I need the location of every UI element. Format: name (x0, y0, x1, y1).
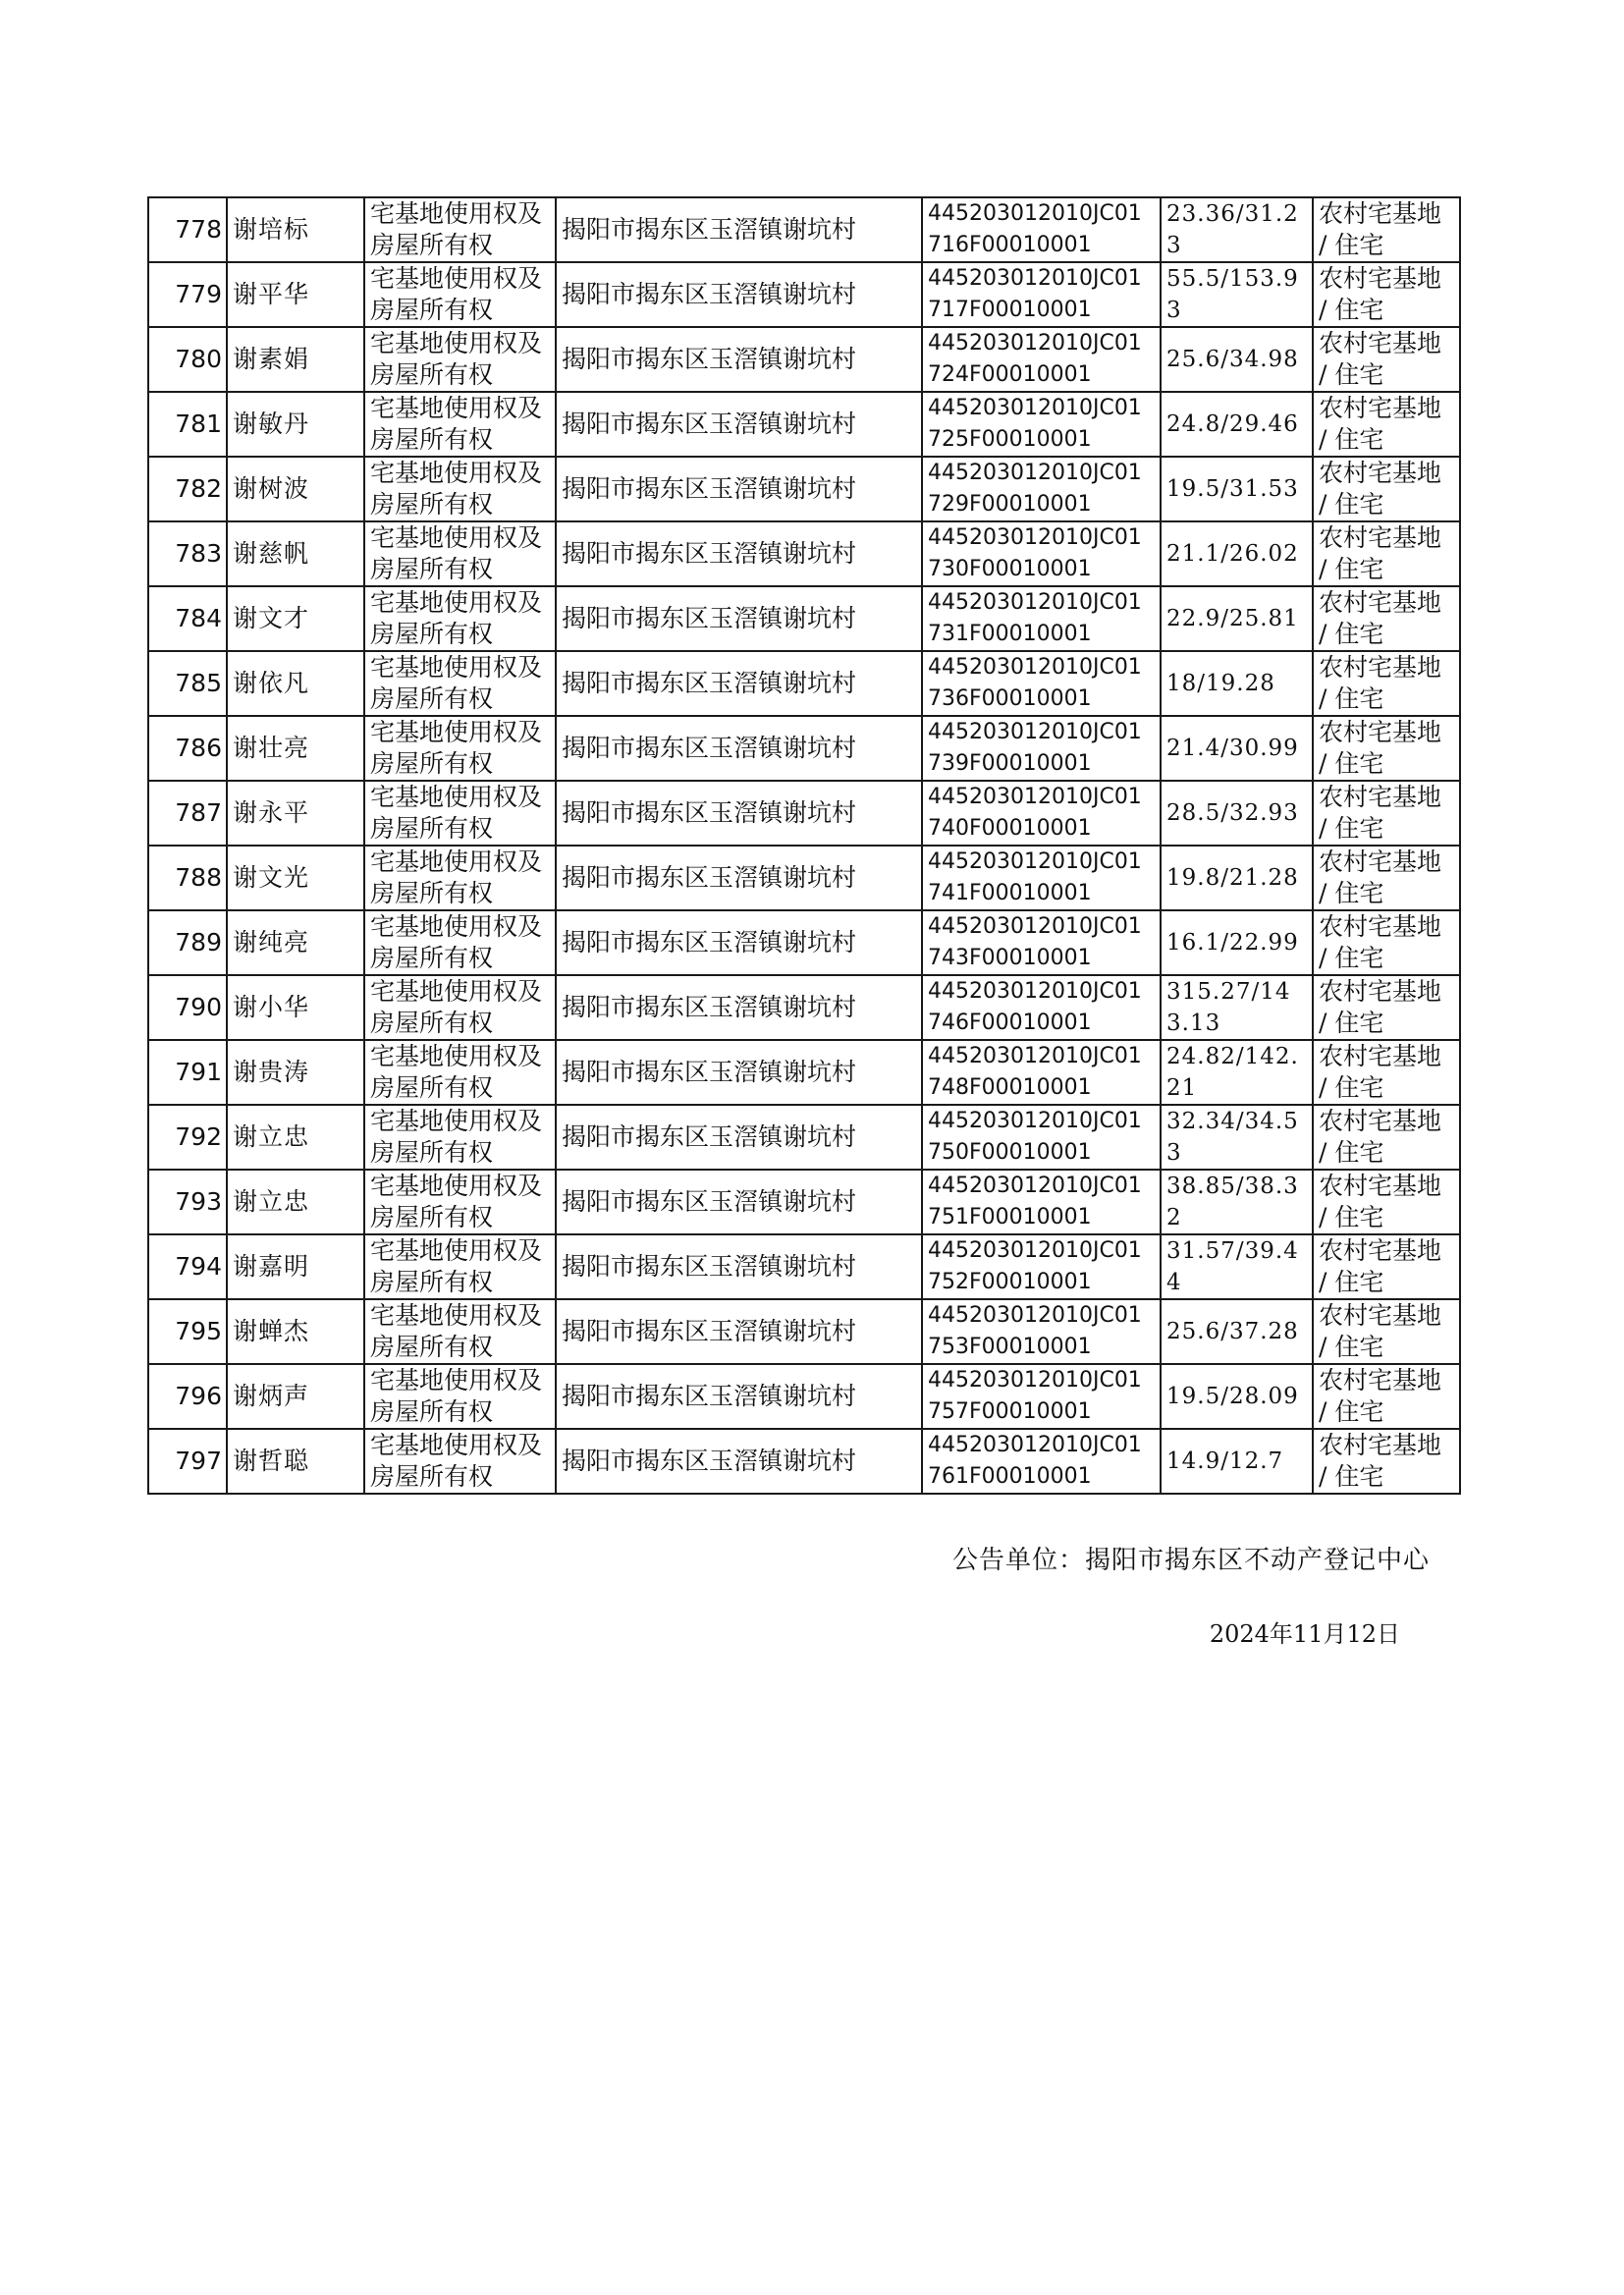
announcing-unit: 公告单位：揭阳市揭东区不动产登记中心 (951, 1546, 1430, 1575)
row-number: 794 (148, 1234, 227, 1299)
row-number: 782 (148, 457, 227, 521)
area-value: 32.34/34.53 (1161, 1105, 1313, 1170)
row-number: 784 (148, 586, 227, 651)
registration-table (147, 196, 1461, 1495)
row-number: 788 (148, 846, 227, 910)
owner-name: 谢永平 (227, 781, 364, 846)
table-row (148, 846, 1460, 910)
table-row (148, 1364, 1460, 1429)
usage-type: 农村宅基地 / 住宅 (1313, 781, 1460, 846)
area-value: 28.5/32.93 (1161, 781, 1313, 846)
right-type: 宅基地使用权及房屋所有权 (364, 521, 556, 586)
owner-name: 谢纯亮 (227, 910, 364, 975)
property-location: 揭阳市揭东区玉滘镇谢坑村 (556, 910, 922, 975)
right-type: 宅基地使用权及房屋所有权 (364, 716, 556, 781)
property-location: 揭阳市揭东区玉滘镇谢坑村 (556, 262, 922, 327)
row-number: 789 (148, 910, 227, 975)
table-row (148, 521, 1460, 586)
unit-code: 445203012010JC01761F00010001 (922, 1429, 1161, 1494)
property-location: 揭阳市揭东区玉滘镇谢坑村 (556, 1234, 922, 1299)
right-type: 宅基地使用权及房屋所有权 (364, 1364, 556, 1429)
table-row (148, 1105, 1460, 1170)
right-type: 宅基地使用权及房屋所有权 (364, 327, 556, 392)
usage-type: 农村宅基地 / 住宅 (1313, 1040, 1460, 1105)
unit-code: 445203012010JC01740F00010001 (922, 781, 1161, 846)
area-value: 22.9/25.81 (1161, 586, 1313, 651)
right-type: 宅基地使用权及房屋所有权 (364, 1299, 556, 1364)
owner-name: 谢蝉杰 (227, 1299, 364, 1364)
table-body (148, 197, 1460, 1494)
area-value: 25.6/37.28 (1161, 1299, 1313, 1364)
table-row (148, 1429, 1460, 1494)
row-number: 792 (148, 1105, 227, 1170)
table-row (148, 716, 1460, 781)
area-value: 23.36/31.23 (1161, 197, 1313, 262)
right-type: 宅基地使用权及房屋所有权 (364, 1105, 556, 1170)
right-type: 宅基地使用权及房屋所有权 (364, 1040, 556, 1105)
area-value: 21.1/26.02 (1161, 521, 1313, 586)
unit-code: 445203012010JC01717F00010001 (922, 262, 1161, 327)
unit-code: 445203012010JC01724F00010001 (922, 327, 1161, 392)
table-row (148, 651, 1460, 716)
right-type: 宅基地使用权及房屋所有权 (364, 262, 556, 327)
unit-code: 445203012010JC01743F00010001 (922, 910, 1161, 975)
owner-name: 谢平华 (227, 262, 364, 327)
right-type: 宅基地使用权及房屋所有权 (364, 392, 556, 457)
unit-code: 445203012010JC01725F00010001 (922, 392, 1161, 457)
area-value: 21.4/30.99 (1161, 716, 1313, 781)
property-location: 揭阳市揭东区玉滘镇谢坑村 (556, 716, 922, 781)
usage-type: 农村宅基地 / 住宅 (1313, 846, 1460, 910)
property-location: 揭阳市揭东区玉滘镇谢坑村 (556, 1105, 922, 1170)
owner-name: 谢壮亮 (227, 716, 364, 781)
right-type: 宅基地使用权及房屋所有权 (364, 586, 556, 651)
area-value: 18/19.28 (1161, 651, 1313, 716)
table-row (148, 781, 1460, 846)
usage-type: 农村宅基地 / 住宅 (1313, 1299, 1460, 1364)
usage-type: 农村宅基地 / 住宅 (1313, 262, 1460, 327)
area-value: 315.27/143.13 (1161, 975, 1313, 1040)
unit-code: 445203012010JC01748F00010001 (922, 1040, 1161, 1105)
area-value: 24.82/142.21 (1161, 1040, 1313, 1105)
owner-name: 谢慈帆 (227, 521, 364, 586)
table-row (148, 197, 1460, 262)
table-row (148, 975, 1460, 1040)
property-location: 揭阳市揭东区玉滘镇谢坑村 (556, 392, 922, 457)
property-location: 揭阳市揭东区玉滘镇谢坑村 (556, 1170, 922, 1234)
usage-type: 农村宅基地 / 住宅 (1313, 1170, 1460, 1234)
right-type: 宅基地使用权及房屋所有权 (364, 1234, 556, 1299)
property-location: 揭阳市揭东区玉滘镇谢坑村 (556, 327, 922, 392)
row-number: 781 (148, 392, 227, 457)
row-number: 791 (148, 1040, 227, 1105)
table-row (148, 1040, 1460, 1105)
usage-type: 农村宅基地 / 住宅 (1313, 716, 1460, 781)
property-location: 揭阳市揭东区玉滘镇谢坑村 (556, 781, 922, 846)
area-value: 38.85/38.32 (1161, 1170, 1313, 1234)
right-type: 宅基地使用权及房屋所有权 (364, 1429, 556, 1494)
usage-type: 农村宅基地 / 住宅 (1313, 1429, 1460, 1494)
area-value: 16.1/22.99 (1161, 910, 1313, 975)
owner-name: 谢炳声 (227, 1364, 364, 1429)
unit-code: 445203012010JC01716F00010001 (922, 197, 1161, 262)
property-location: 揭阳市揭东区玉滘镇谢坑村 (556, 846, 922, 910)
owner-name: 谢立忠 (227, 1170, 364, 1234)
row-number: 795 (148, 1299, 227, 1364)
table-row (148, 1234, 1460, 1299)
table-row (148, 910, 1460, 975)
row-number: 786 (148, 716, 227, 781)
table-row (148, 262, 1460, 327)
owner-name: 谢小华 (227, 975, 364, 1040)
row-number: 796 (148, 1364, 227, 1429)
unit-code: 445203012010JC01741F00010001 (922, 846, 1161, 910)
usage-type: 农村宅基地 / 住宅 (1313, 651, 1460, 716)
unit-code: 445203012010JC01746F00010001 (922, 975, 1161, 1040)
property-location: 揭阳市揭东区玉滘镇谢坑村 (556, 1364, 922, 1429)
area-value: 55.5/153.93 (1161, 262, 1313, 327)
unit-code: 445203012010JC01750F00010001 (922, 1105, 1161, 1170)
usage-type: 农村宅基地 / 住宅 (1313, 457, 1460, 521)
usage-type: 农村宅基地 / 住宅 (1313, 975, 1460, 1040)
owner-name: 谢培标 (227, 197, 364, 262)
row-number: 790 (148, 975, 227, 1040)
row-number: 783 (148, 521, 227, 586)
unit-code: 445203012010JC01739F00010001 (922, 716, 1161, 781)
usage-type: 农村宅基地 / 住宅 (1313, 1234, 1460, 1299)
area-value: 19.5/31.53 (1161, 457, 1313, 521)
owner-name: 谢文光 (227, 846, 364, 910)
area-value: 14.9/12.7 (1161, 1429, 1313, 1494)
unit-code: 445203012010JC01729F00010001 (922, 457, 1161, 521)
area-value: 25.6/34.98 (1161, 327, 1313, 392)
table-row (148, 1299, 1460, 1364)
owner-name: 谢文才 (227, 586, 364, 651)
owner-name: 谢立忠 (227, 1105, 364, 1170)
right-type: 宅基地使用权及房屋所有权 (364, 457, 556, 521)
unit-code: 445203012010JC01736F00010001 (922, 651, 1161, 716)
row-number: 780 (148, 327, 227, 392)
usage-type: 农村宅基地 / 住宅 (1313, 586, 1460, 651)
area-value: 24.8/29.46 (1161, 392, 1313, 457)
usage-type: 农村宅基地 / 住宅 (1313, 327, 1460, 392)
property-location: 揭阳市揭东区玉滘镇谢坑村 (556, 1429, 922, 1494)
usage-type: 农村宅基地 / 住宅 (1313, 910, 1460, 975)
owner-name: 谢嘉明 (227, 1234, 364, 1299)
unit-code: 445203012010JC01757F00010001 (922, 1364, 1161, 1429)
property-location: 揭阳市揭东区玉滘镇谢坑村 (556, 457, 922, 521)
right-type: 宅基地使用权及房屋所有权 (364, 781, 556, 846)
property-location: 揭阳市揭东区玉滘镇谢坑村 (556, 651, 922, 716)
area-value: 31.57/39.44 (1161, 1234, 1313, 1299)
property-location: 揭阳市揭东区玉滘镇谢坑村 (556, 1299, 922, 1364)
usage-type: 农村宅基地 / 住宅 (1313, 197, 1460, 262)
right-type: 宅基地使用权及房屋所有权 (364, 651, 556, 716)
table-row (148, 327, 1460, 392)
right-type: 宅基地使用权及房屋所有权 (364, 1170, 556, 1234)
area-value: 19.8/21.28 (1161, 846, 1313, 910)
table-row (148, 392, 1460, 457)
unit-code: 445203012010JC01731F00010001 (922, 586, 1161, 651)
row-number: 779 (148, 262, 227, 327)
owner-name: 谢敏丹 (227, 392, 364, 457)
property-location: 揭阳市揭东区玉滘镇谢坑村 (556, 1040, 922, 1105)
owner-name: 谢树波 (227, 457, 364, 521)
row-number: 797 (148, 1429, 227, 1494)
right-type: 宅基地使用权及房屋所有权 (364, 910, 556, 975)
table-row (148, 457, 1460, 521)
usage-type: 农村宅基地 / 住宅 (1313, 392, 1460, 457)
property-location: 揭阳市揭东区玉滘镇谢坑村 (556, 521, 922, 586)
right-type: 宅基地使用权及房屋所有权 (364, 197, 556, 262)
owner-name: 谢素娟 (227, 327, 364, 392)
owner-name: 谢哲聪 (227, 1429, 364, 1494)
usage-type: 农村宅基地 / 住宅 (1313, 1105, 1460, 1170)
row-number: 778 (148, 197, 227, 262)
right-type: 宅基地使用权及房屋所有权 (364, 846, 556, 910)
unit-code: 445203012010JC01730F00010001 (922, 521, 1161, 586)
row-number: 785 (148, 651, 227, 716)
announcement-date: 2024年11月12日 (1209, 1620, 1400, 1648)
owner-name: 谢依凡 (227, 651, 364, 716)
owner-name: 谢贵涛 (227, 1040, 364, 1105)
unit-code: 445203012010JC01751F00010001 (922, 1170, 1161, 1234)
row-number: 793 (148, 1170, 227, 1234)
table-row (148, 1170, 1460, 1234)
area-value: 19.5/28.09 (1161, 1364, 1313, 1429)
unit-code: 445203012010JC01752F00010001 (922, 1234, 1161, 1299)
usage-type: 农村宅基地 / 住宅 (1313, 1364, 1460, 1429)
table-row (148, 586, 1460, 651)
property-location: 揭阳市揭东区玉滘镇谢坑村 (556, 586, 922, 651)
property-location: 揭阳市揭东区玉滘镇谢坑村 (556, 197, 922, 262)
unit-code: 445203012010JC01753F00010001 (922, 1299, 1161, 1364)
usage-type: 农村宅基地 / 住宅 (1313, 521, 1460, 586)
property-location: 揭阳市揭东区玉滘镇谢坑村 (556, 975, 922, 1040)
row-number: 787 (148, 781, 227, 846)
right-type: 宅基地使用权及房屋所有权 (364, 975, 556, 1040)
